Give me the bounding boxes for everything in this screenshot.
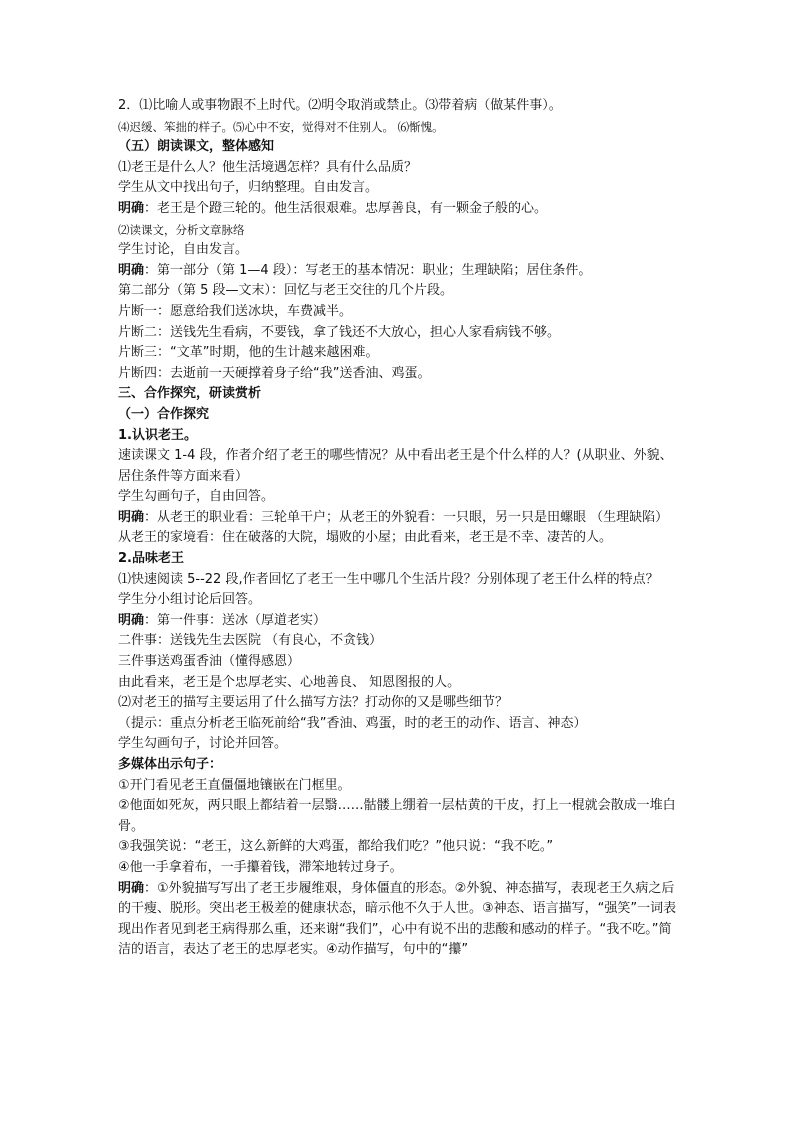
text-line [118,487,678,508]
text-line [118,96,678,117]
line-text: 片断二：送钱先生看病，不要钱，拿了钱还不大放心，担心人家看病钱不够。 [118,324,561,340]
line-text: （提示：重点分析老王临死前给“我”香油、鸡蛋，时的老王的动作、语言、神态） [118,715,587,731]
line-text: （一）合作探究 [118,406,210,422]
answer-label: 明确 [118,509,145,525]
line-text: 速读课文 1-4 段，作者介绍了老王的哪些情况？从中看出老王是个什么样的人？(从职业、外貌、居住条件等方面来看） [118,448,673,484]
text-line [118,343,678,364]
text-line [118,508,678,529]
line-text: ②他面如死灰，两只眼上都结着一层翳……骷髅上绷着一层枯黄的干皮，打上一棍就会散成一堆白骨。 [118,798,676,834]
line-text: 学生勾画句子，讨论并回答。 [118,736,288,752]
line-text: 第二部分（第 5 段—文末）：回忆与老王交往的几个片段。 [118,283,454,299]
text-line [118,446,678,487]
text-line [118,837,678,858]
text-line [118,405,678,426]
text-line [118,137,678,158]
text-line [118,590,678,611]
text-line [118,528,678,549]
line-text: 二件事：送钱先生去医院 （有良心，不贪钱） [118,633,383,649]
line-text: 学生讨论，自由发言。 [118,242,249,258]
text-line [118,364,678,385]
text-line [118,158,678,179]
text-line [118,426,678,447]
text-line [118,714,678,735]
text-line [118,384,678,405]
line-text: 片断四：去逝前一天硬撑着身子给“我”送香油、鸡蛋。 [118,365,431,381]
line-text: 2.品味老王 [118,551,184,567]
line-text: 三件事送鸡蛋香油（懂得感恩） [118,654,301,670]
line-text: 2．⑴比喻人或事物跟不上时代。⑵明令取消或禁止。⑶带着病（做某件事）。 [118,98,562,113]
text-line [118,611,678,632]
line-text: ⑵读课文，分析文章脉络 [118,222,245,237]
line-text: ⑵对老王的描写主要运用了什么描写方法？打动你的又是哪些细节？ [118,695,509,711]
line-text: 1.认识老王。 [118,427,197,443]
line-text: ⑴老王是什么人？他生活境遇怎样？具有什么品质？ [118,159,418,175]
line-text: ：从老王的职业看：三轮单干户；从老王的外貌看：一只眼，另一只是田螺眼 （生理缺陷） [144,509,669,525]
answer-label: 明确 [118,880,145,896]
text-line [118,220,678,241]
text-line [118,178,678,199]
text-line [118,673,678,694]
line-text: ①开门看见老王直僵僵地镶嵌在门框里。 [118,777,351,793]
line-text: 片断三：“文革”时期，他的生计越来越困难。 [118,345,379,361]
text-line [118,734,678,755]
document-page [118,96,678,961]
answer-label: 明确 [118,612,145,628]
text-line [118,858,678,879]
answer-label: 明确 [118,200,145,216]
text-line [118,570,678,591]
text-line [118,261,678,282]
line-text: 片断一：愿意给我们送冰块，车费减半。 [118,303,353,319]
line-text: （五）朗读课文，整体感知 [118,139,275,155]
line-text: ⑴快速阅读 5--22 段,作者回忆了老王一生中哪几个生活片段？分别体现了老王什么样的特点？ [118,571,659,587]
text-line [118,652,678,673]
line-text: 从老王的家境看：住在破落的大院，塌败的小屋；由此看来，老王是不幸、凄苦的人。 [118,530,613,546]
line-text: ③我强笑说：“老王，这么新鲜的大鸡蛋，都给我们吃？”他只说：“我不吃。” [118,839,554,855]
line-text: ：第一件事：送冰（厚道老实） [144,612,327,628]
text-line [118,631,678,652]
text-line [118,302,678,323]
text-line [118,117,678,138]
text-line [118,323,678,344]
line-text: ：①外貌描写写出了老王步履维艰，身体僵直的形态。②外貌、神态描写，表现老王久病之后的干瘦、脱形。突出老王极差的健康状态，暗示他不久于人世。③神态、语言描写，“强笑”一词表现出作者见到老王病得那么重，还来谢“我们”，心中有说不出的悲酸和感动的样子。“我不吃。”简洁的语言，表达了老王的忠厚老实。④动作描写，句中的“攥” [118,880,677,958]
line-text: 三、合作探究，研读赏析 [118,386,262,402]
line-text: ：老王是个蹬三轮的。他生活很艰难。忠厚善良，有一颗金子般的心。 [144,200,548,216]
text-line [118,240,678,261]
line-text: 学生勾画句子，自由回答。 [118,489,275,505]
text-line [118,879,678,961]
text-line [118,281,678,302]
line-text: 学生分小组讨论后回答。 [118,592,262,608]
line-text: 由此看来，老王是个忠厚老实、心地善良、 知恩图报的人。 [118,674,461,690]
text-line [118,755,678,776]
answer-label: 明确 [118,262,145,278]
text-line [118,693,678,714]
line-text: ：第一部分（第 1—4 段）：写老王的基本情况：职业；生理缺陷；居住条件。 [144,262,592,278]
text-line [118,199,678,220]
text-line [118,549,678,570]
line-text: ⑷迟缓、笨拙的样子。⑸心中不安，觉得对不住别人。 ⑹惭愧。 [118,119,444,134]
line-text: ④他一手拿着布，一手攥着钱，滞笨地转过身子。 [118,859,403,875]
line-text: 多媒体出示句子： [118,757,223,772]
text-line [118,796,678,837]
line-text: 学生从文中找出句子，归纳整理。自由发言。 [118,180,379,196]
text-line [118,776,678,797]
